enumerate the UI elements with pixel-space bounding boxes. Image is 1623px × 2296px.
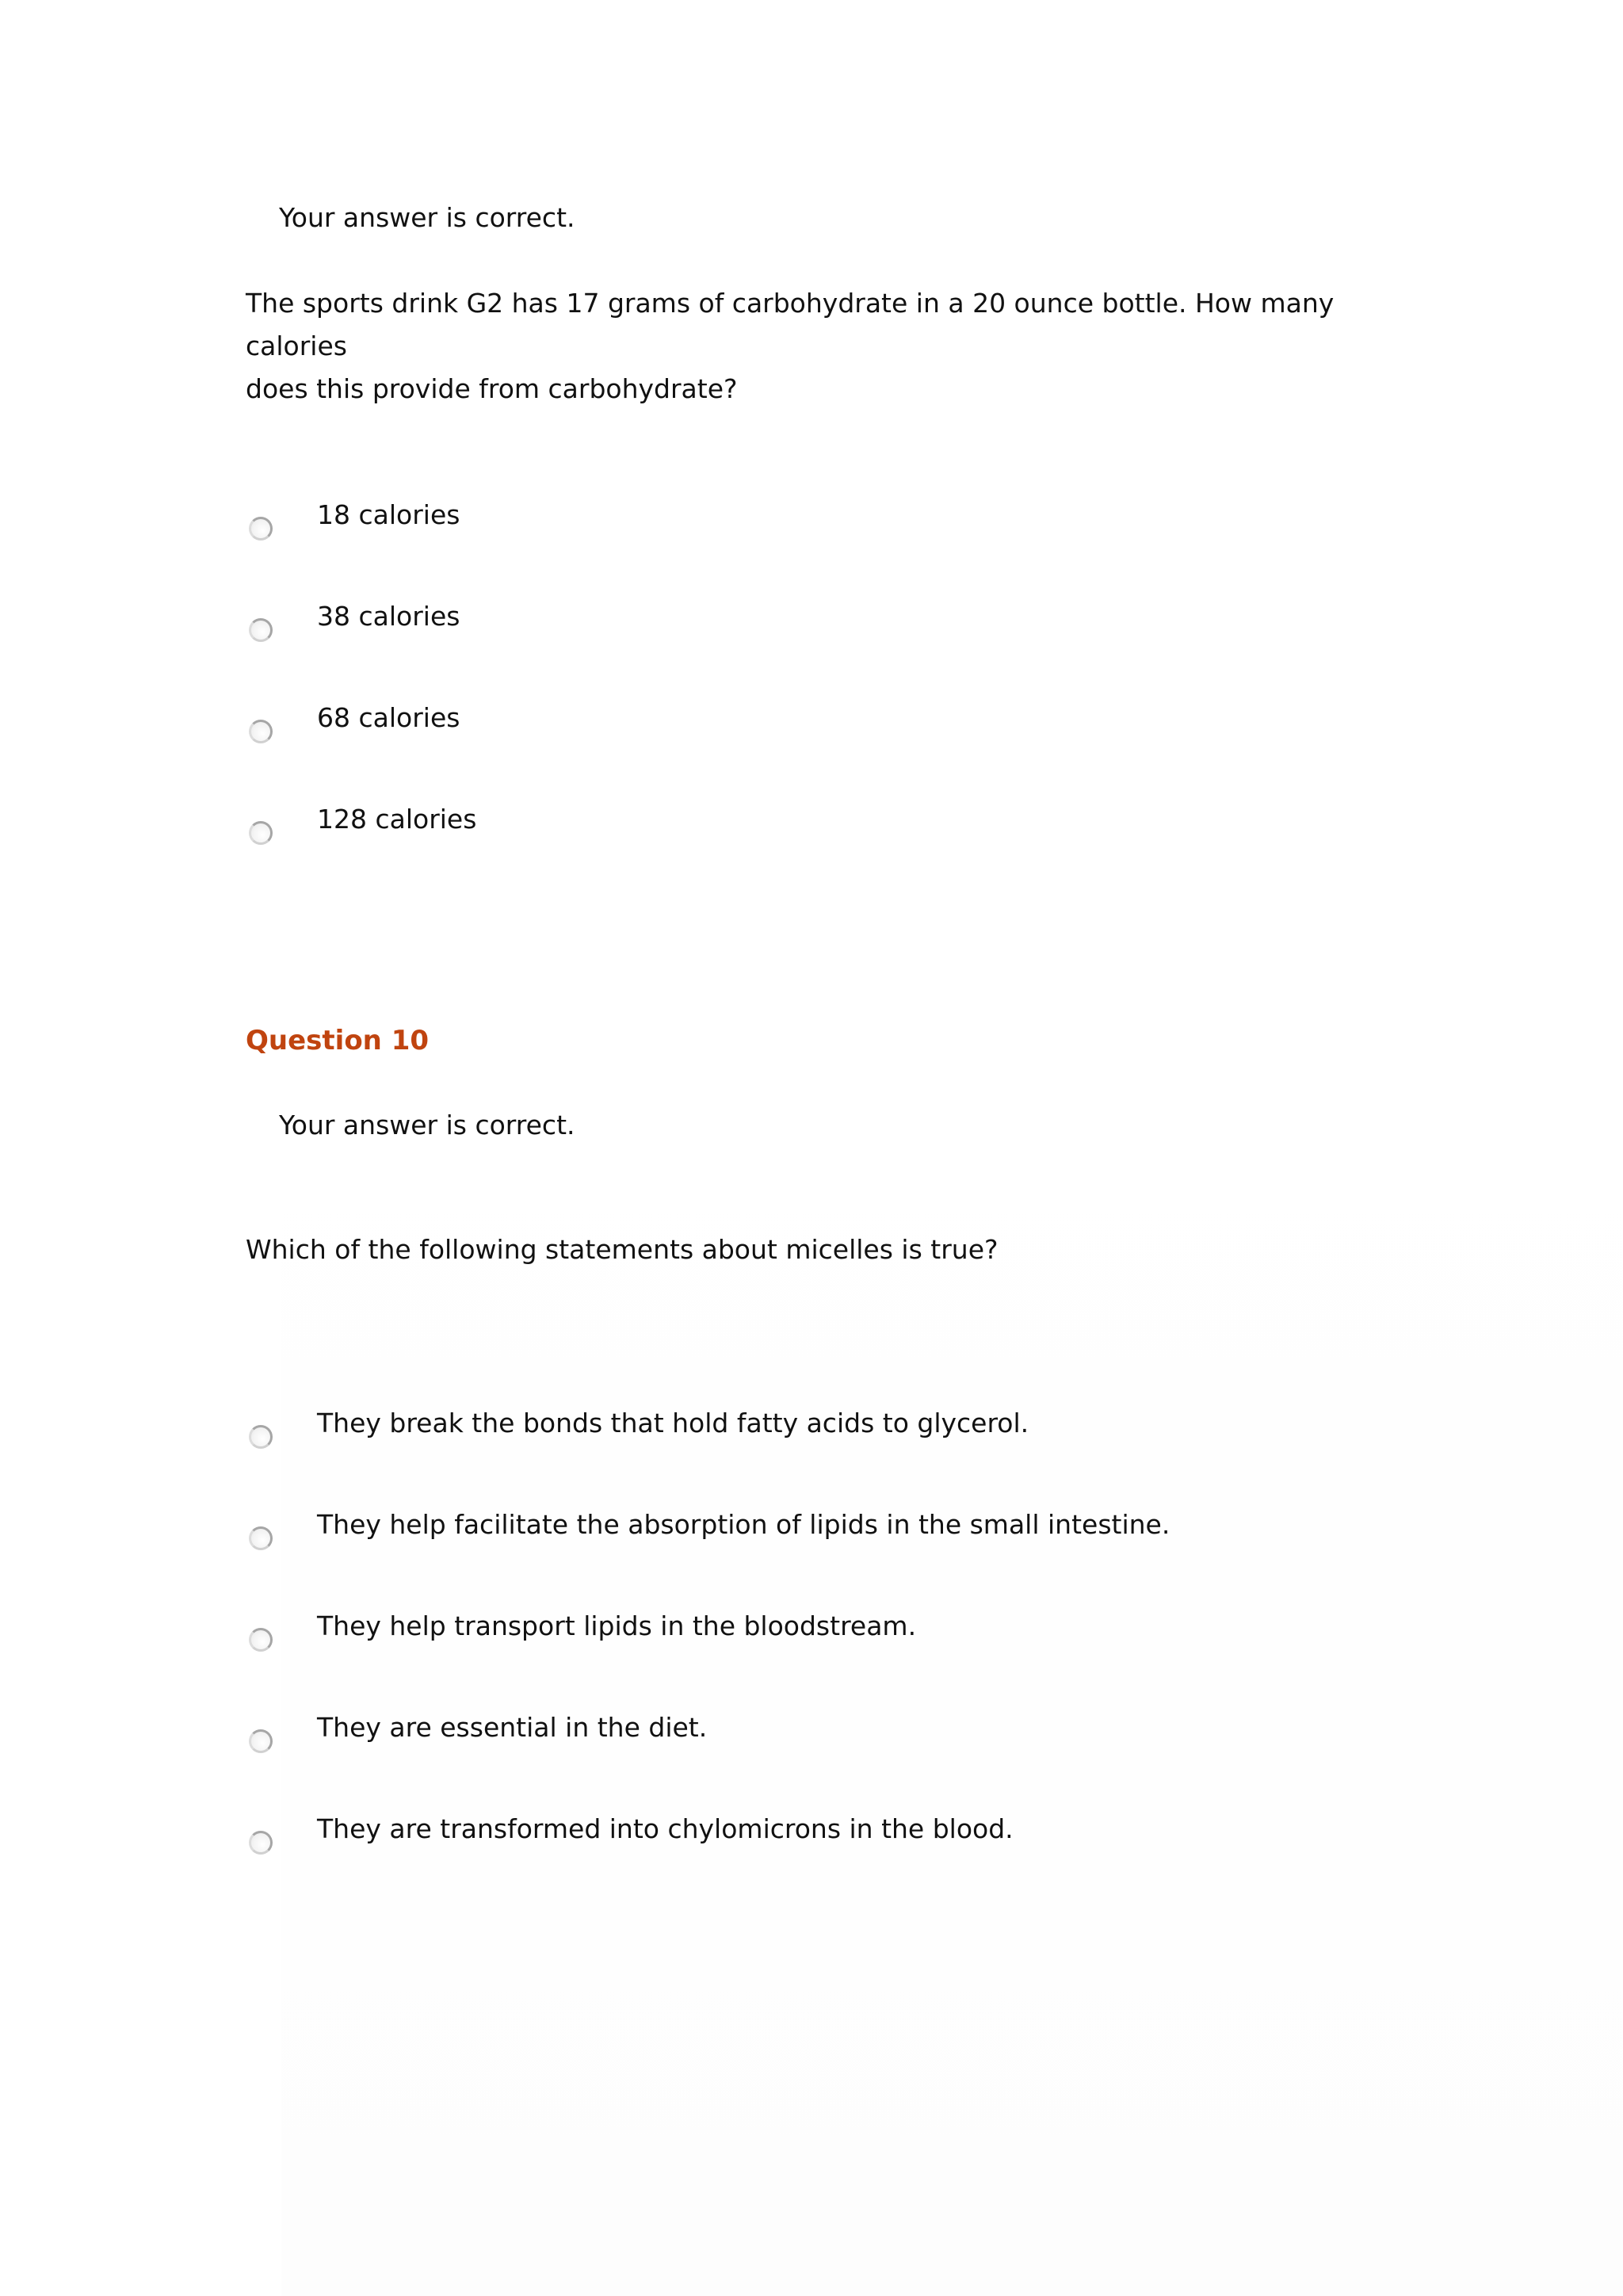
q10-option-2-label: They help facilitate the absorption of lipids in the small intestine. [317, 1509, 1170, 1540]
q9-feedback: Your answer is correct. [279, 202, 575, 233]
q9-option-1[interactable] [246, 499, 1434, 544]
radio-button-icon[interactable] [249, 1425, 273, 1449]
q10-question-text: Which of the following statements about micelles is true? [246, 1234, 999, 1265]
q10-option-5-label: They are transformed into chylomicrons in the blood. [317, 1813, 1014, 1844]
radio-button-icon[interactable] [249, 1526, 273, 1550]
question-10-heading: Question 10 [246, 1025, 430, 1056]
q9-question-line-2: does this provide from carbohydrate? [246, 373, 738, 404]
q10-option-4[interactable] [246, 1712, 1434, 1756]
q10-option-2[interactable] [246, 1509, 1434, 1553]
q10-option-4-label: They are essential in the diet. [317, 1712, 708, 1743]
q9-option-2-label: 38 calories [317, 601, 460, 632]
q9-option-3-label: 68 calories [317, 702, 460, 733]
q9-question-line-1: The sports drink G2 has 17 grams of carbohydrate in a 20 ounce bottle. How many calories [246, 288, 1335, 361]
radio-button-icon[interactable] [249, 517, 273, 541]
q10-option-3[interactable] [246, 1610, 1434, 1655]
radio-button-icon[interactable] [249, 618, 273, 642]
q9-option-4[interactable] [246, 804, 1434, 848]
radio-button-icon[interactable] [249, 1628, 273, 1652]
radio-button-icon[interactable] [249, 1831, 273, 1855]
radio-button-icon[interactable] [249, 720, 273, 743]
q9-option-3[interactable] [246, 702, 1434, 747]
q10-option-1-label: They break the bonds that hold fatty acids to glycerol. [317, 1408, 1029, 1438]
q10-option-1[interactable] [246, 1408, 1434, 1452]
q9-option-2[interactable] [246, 601, 1434, 645]
q10-feedback: Your answer is correct. [279, 1110, 575, 1140]
radio-button-icon[interactable] [249, 821, 273, 845]
q9-question-text [246, 282, 1403, 411]
q9-option-1-label: 18 calories [317, 499, 460, 530]
radio-button-icon[interactable] [249, 1729, 273, 1753]
q9-option-4-label: 128 calories [317, 804, 477, 835]
q10-option-5[interactable] [246, 1813, 1434, 1858]
q10-option-3-label: They help transport lipids in the bloodstream. [317, 1610, 917, 1641]
